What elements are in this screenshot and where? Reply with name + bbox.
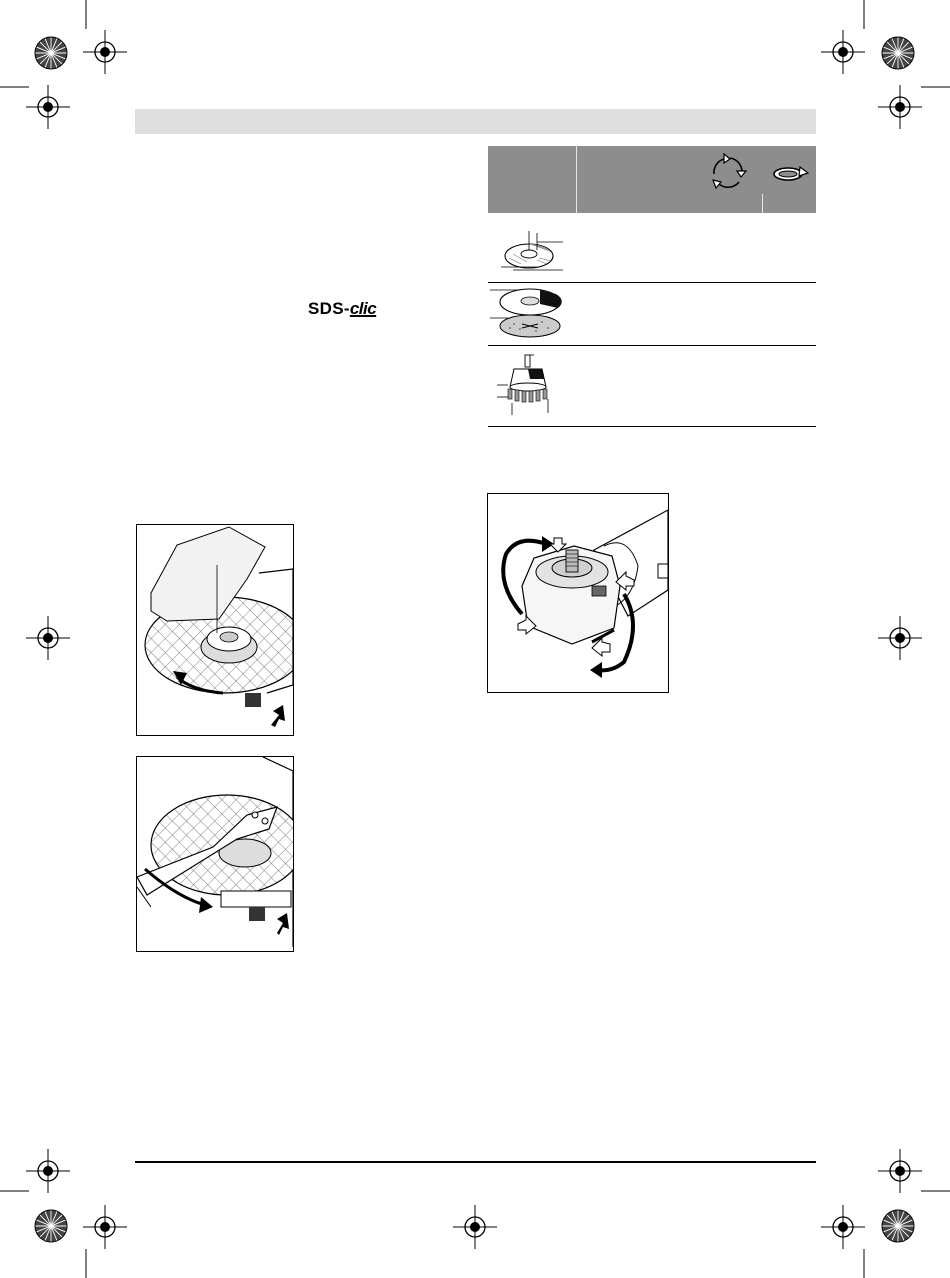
cutting-disc-icon (493, 228, 569, 276)
cup-brush-icon (494, 353, 554, 423)
sds-clic-logo (308, 299, 376, 319)
grinder-disc-hand-illustration (137, 525, 293, 735)
gear-head-illustration (488, 494, 668, 692)
figure-gear-head-rotation (487, 493, 669, 693)
table-row-rule (488, 426, 816, 427)
figure-two-hole-spanner (136, 756, 294, 952)
rotation-ring-icon (770, 163, 810, 185)
table-column-divider (762, 194, 763, 213)
table-row-rule (488, 282, 816, 283)
flap-disc-icon (490, 284, 570, 340)
header-band (135, 109, 816, 134)
figure-lock-spindle-quick-nut (136, 524, 294, 736)
table-row-rule (488, 345, 816, 346)
table-column-divider (576, 146, 577, 213)
spanner-disc-illustration (137, 757, 293, 951)
clic-logo-text: clic (349, 299, 377, 318)
sds-logo-text: SDS- (308, 299, 350, 318)
footer-rule (135, 1161, 816, 1163)
accessory-table-header (488, 146, 816, 213)
recycle-arrows-icon (706, 152, 750, 192)
